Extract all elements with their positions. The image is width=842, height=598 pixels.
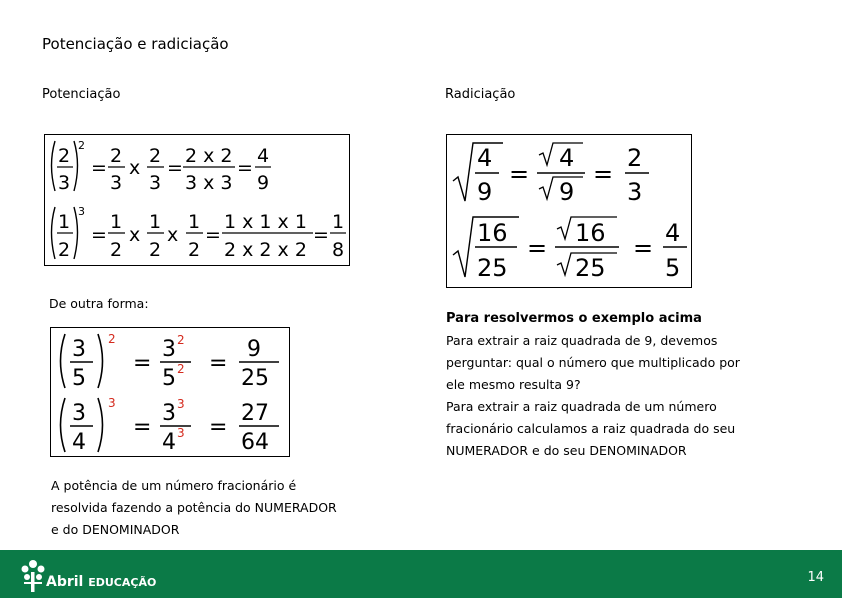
eq3-eq-a: = <box>133 351 152 376</box>
r2-sn: 16 <box>575 219 606 247</box>
r2-eq-b: = <box>633 234 654 262</box>
eq3-bn: 3 <box>72 337 86 362</box>
eq4-pn: 3 <box>162 401 176 426</box>
eq1-base-den: 3 <box>58 172 71 194</box>
eq2-f2d: 2 <box>149 239 162 261</box>
r1-eq-a: = <box>509 160 530 188</box>
power-alt-box <box>50 327 290 457</box>
eq2-f3d: 2 <box>188 239 201 261</box>
eq4-rn: 27 <box>241 401 269 426</box>
eq3-rn: 9 <box>247 337 261 362</box>
r2-rn: 4 <box>665 219 681 247</box>
eq4-pd: 4 <box>162 430 176 455</box>
eq3-pn-exp: 2 <box>177 333 185 347</box>
r2-eq-a: = <box>527 234 548 262</box>
eq3-exp: 2 <box>108 332 116 346</box>
eq4-bd: 4 <box>72 430 86 455</box>
note-title: Para resolvermos o exemplo acima <box>446 311 702 326</box>
note-line: NUMERADOR e do seu DENOMINADOR <box>446 443 687 458</box>
eq1-rn: 4 <box>257 145 270 167</box>
eq1-eq-a: = <box>91 157 107 179</box>
eq1-f2n: 2 <box>149 145 162 167</box>
eq1-op: x <box>129 157 141 179</box>
eq2-base-num: 1 <box>58 211 71 233</box>
eq2-eq-c: = <box>313 224 329 246</box>
eq3-bd: 5 <box>72 366 86 391</box>
conclusion-line: resolvida fazendo a potência do NUMERADOR <box>51 500 337 515</box>
eq4-eq-a: = <box>133 415 152 440</box>
eq3-pd: 5 <box>162 366 176 391</box>
brand-logo <box>46 574 156 590</box>
eq2-f3n: 1 <box>188 211 201 233</box>
radiciacao-heading: Radiciação <box>445 87 516 102</box>
eq2-f1d: 2 <box>110 239 123 261</box>
alt-form-label: De outra forma: <box>49 296 149 311</box>
note-line: fracionário calculamos a raiz quadrada do seu <box>446 421 736 436</box>
brand-name: Abril <box>46 574 84 590</box>
eq1-exp: 2 <box>78 139 85 152</box>
r1-rd: 3 <box>627 178 643 206</box>
eq1-f1d: 3 <box>110 172 123 194</box>
r1-rn: 2 <box>627 144 643 172</box>
eq2-md: 2 x 2 x 2 <box>224 239 307 261</box>
eq2-base-den: 2 <box>58 239 71 261</box>
conclusion-line: A potência de um número fracionário é <box>51 478 297 493</box>
r1-sn: 4 <box>559 144 575 172</box>
power-conclusion <box>51 475 391 541</box>
eq1-eq-b: = <box>167 157 183 179</box>
eq1-f2d: 3 <box>149 172 162 194</box>
eq4-exp: 3 <box>108 396 116 410</box>
note-line: perguntar: qual o número que multiplicado por <box>446 355 740 370</box>
r2-rd: 5 <box>665 254 681 282</box>
r2-d: 25 <box>477 254 508 282</box>
eq2-f1n: 1 <box>110 211 123 233</box>
r1-n: 4 <box>477 144 493 172</box>
root-examples-formula <box>447 135 691 287</box>
eq2-op-a: x <box>129 224 141 246</box>
power-examples-box <box>44 134 350 266</box>
eq4-rd: 64 <box>241 430 269 455</box>
r2-n: 16 <box>477 219 508 247</box>
r1-sd: 9 <box>559 178 575 206</box>
eq2-rd: 8 <box>332 239 345 261</box>
eq1-md: 3 x 3 <box>185 172 233 194</box>
eq2-mn: 1 x 1 x 1 <box>224 211 307 233</box>
r1-d: 9 <box>477 178 493 206</box>
power-examples-formula <box>45 135 349 265</box>
eq4-pd-exp: 3 <box>177 426 185 440</box>
eq2-f2n: 1 <box>149 211 162 233</box>
tree-logo-icon <box>20 558 46 592</box>
r2-sd: 25 <box>575 254 606 282</box>
eq1-rd: 9 <box>257 172 270 194</box>
eq2-rn: 1 <box>332 211 345 233</box>
power-alt-formula <box>51 328 289 456</box>
eq3-pd-exp: 2 <box>177 362 185 376</box>
eq3-pn: 3 <box>162 337 176 362</box>
note-line: Para extrair a raiz quadrada de 9, devemos <box>446 333 718 348</box>
page-title: Potenciação e radiciação <box>42 35 229 53</box>
eq2-exp: 3 <box>78 205 85 218</box>
root-examples-box <box>446 134 692 288</box>
eq2-eq-b: = <box>205 224 221 246</box>
eq2-op-b: x <box>167 224 179 246</box>
eq2-eq-a: = <box>91 224 107 246</box>
eq3-rd: 25 <box>241 366 269 391</box>
eq4-eq-b: = <box>209 415 228 440</box>
r1-eq-b: = <box>593 160 614 188</box>
potenciacao-heading: Potenciação <box>42 87 121 102</box>
eq4-pn-exp: 3 <box>177 397 185 411</box>
eq1-eq-c: = <box>237 157 253 179</box>
eq1-mn: 2 x 2 <box>185 145 233 167</box>
eq3-eq-b: = <box>209 351 228 376</box>
eq4-bn: 3 <box>72 401 86 426</box>
eq1-base-num: 2 <box>58 145 71 167</box>
brand-sub: EDUCAÇÃO <box>88 576 157 589</box>
conclusion-line: e do DENOMINADOR <box>51 522 180 537</box>
note-line: Para extrair a raiz quadrada de um número <box>446 399 717 414</box>
note-line: ele mesmo resulta 9? <box>446 377 581 392</box>
page-number: 14 <box>807 570 824 585</box>
root-explanation <box>446 308 826 462</box>
eq1-f1n: 2 <box>110 145 123 167</box>
